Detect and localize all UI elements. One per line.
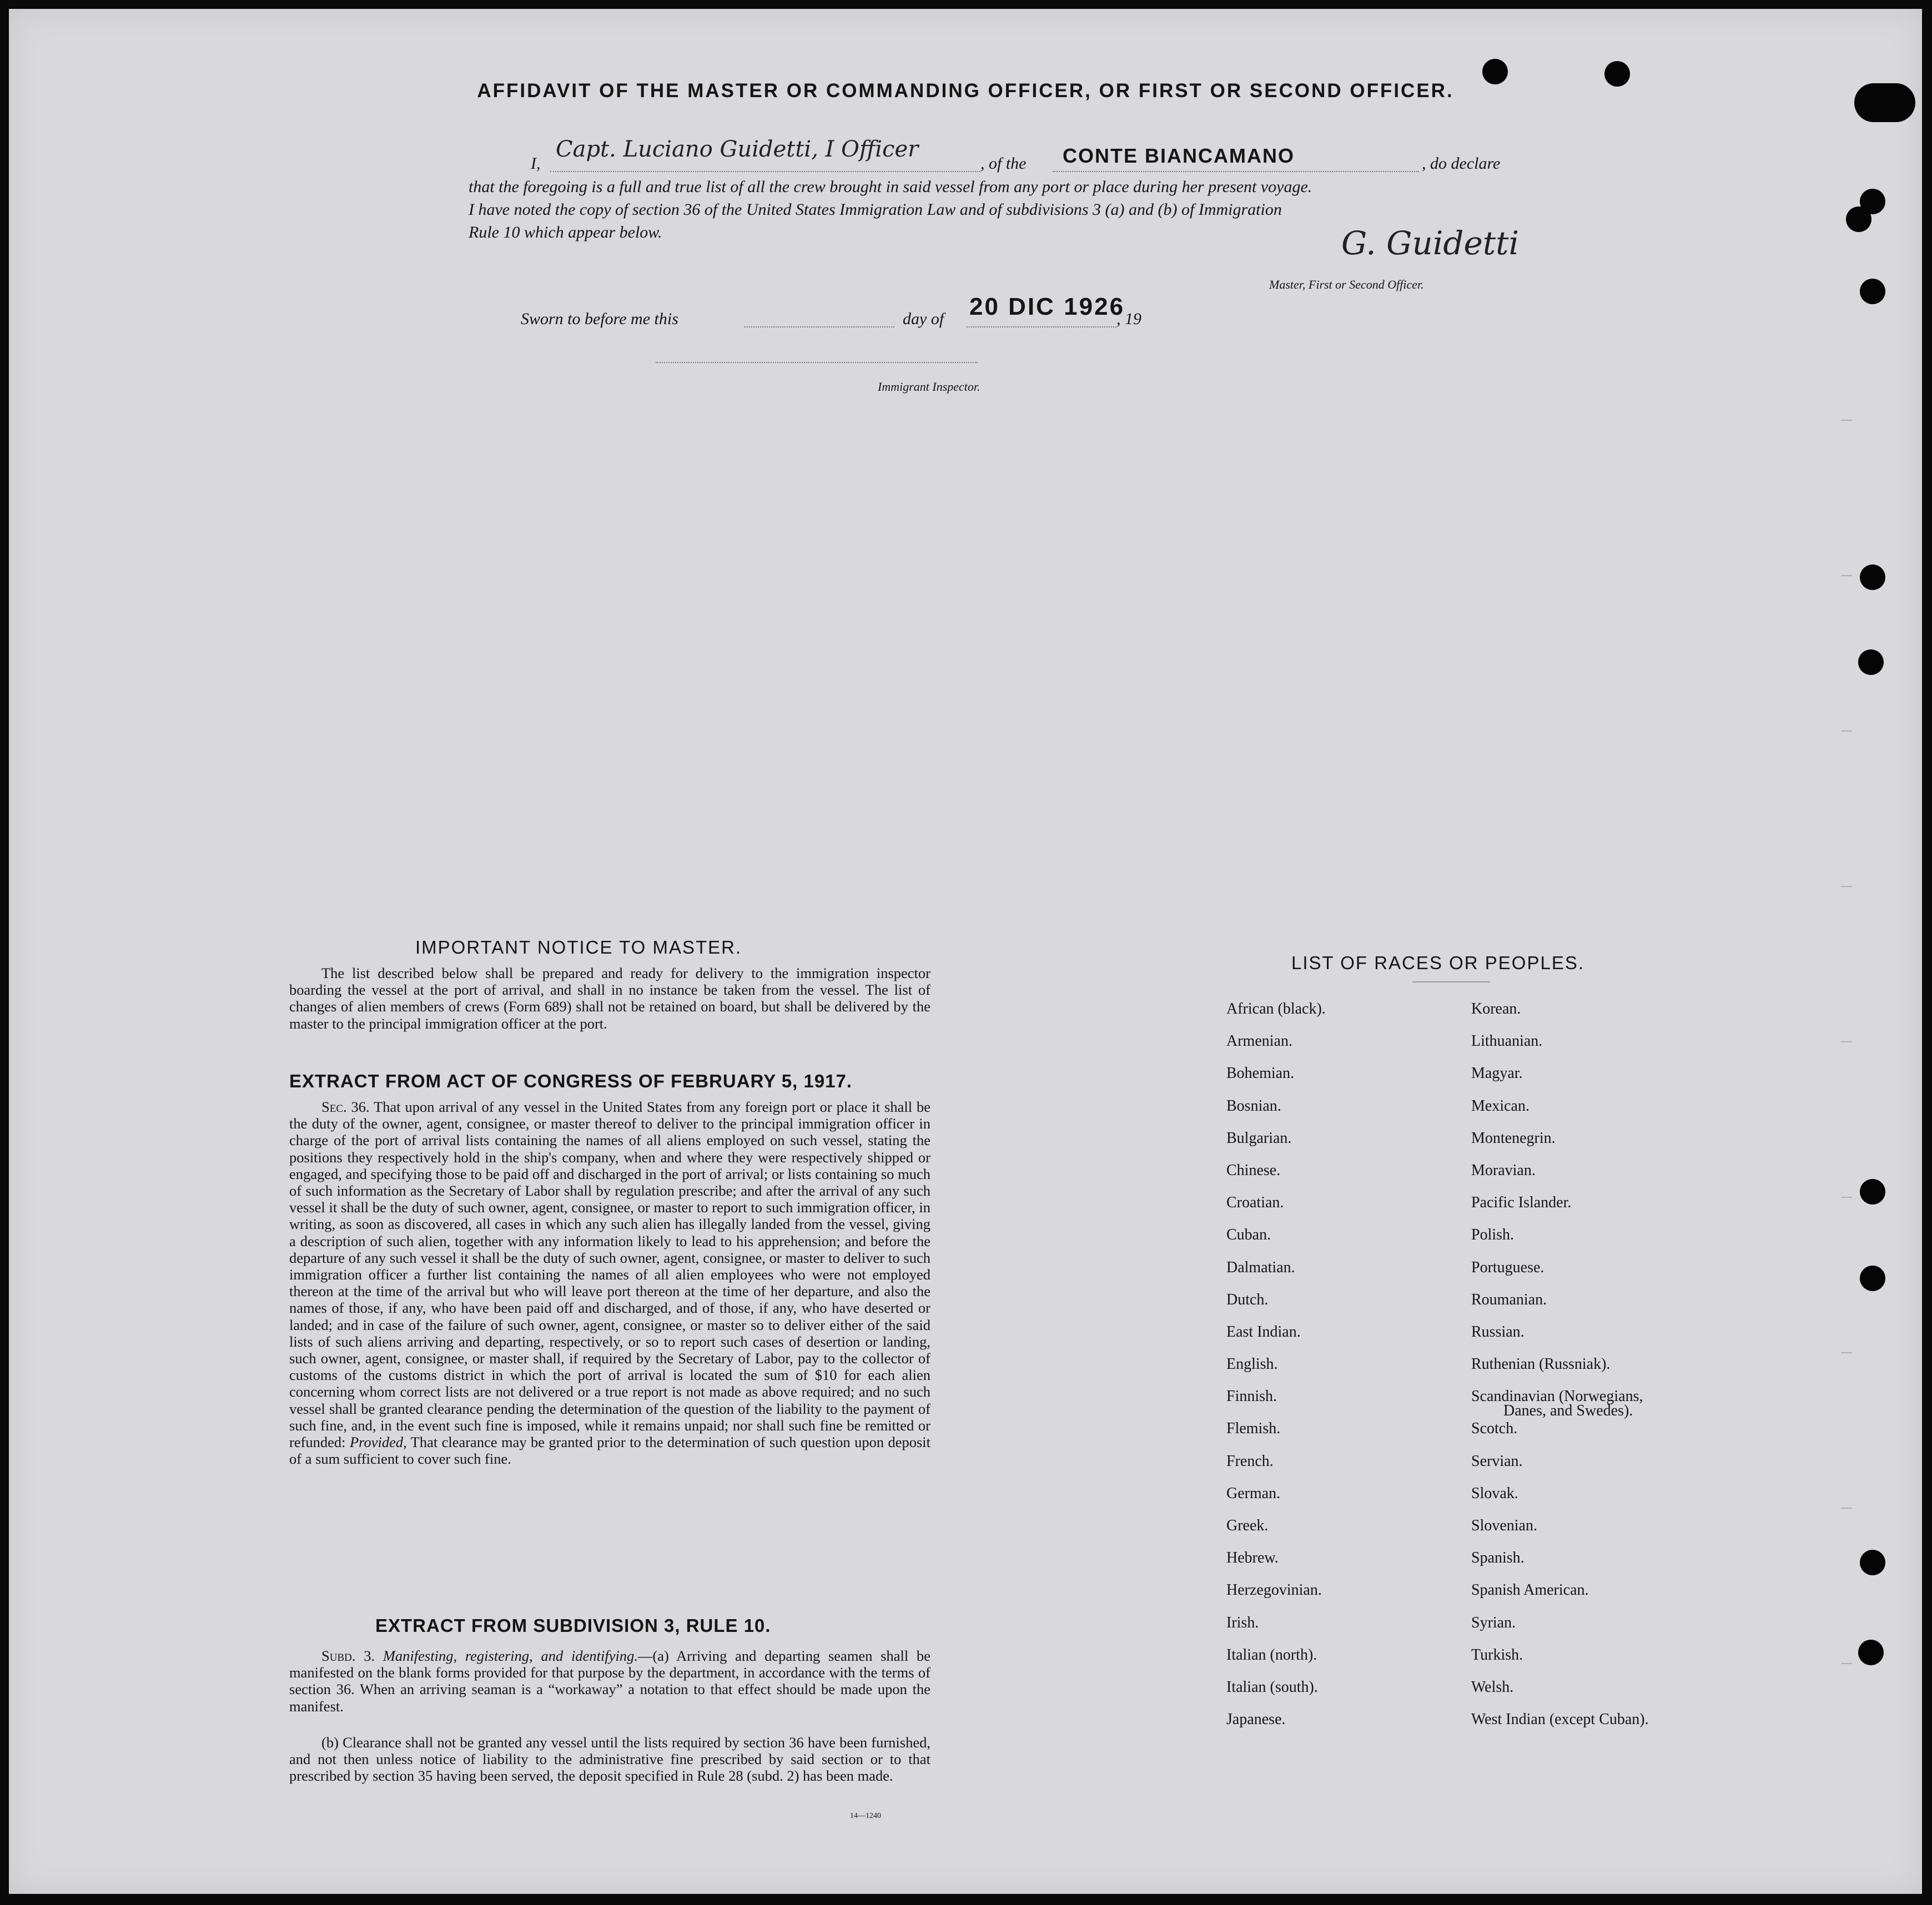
races-rule	[1412, 981, 1490, 982]
race-item: German.	[1226, 1484, 1281, 1502]
race-item: French.	[1226, 1452, 1274, 1470]
punch-hole	[1482, 59, 1508, 84]
punch-hole	[1604, 61, 1630, 87]
race-item: Montenegrin.	[1471, 1129, 1556, 1147]
handwritten-name: Capt. Luciano Guidetti, I Officer	[556, 137, 919, 162]
subd-heading: Manifesting, registering, and identifying.	[383, 1647, 638, 1664]
affidavit-title: AFFIDAVIT OF THE MASTER OR COMMANDING OFFICER, OR FIRST OR SECOND OFFICER.	[477, 80, 1454, 102]
punch-hole	[1860, 279, 1885, 304]
race-item: Pacific Islander.	[1471, 1194, 1572, 1212]
race-item: Greek.	[1226, 1517, 1269, 1534]
bleed-mark	[1841, 1663, 1852, 1664]
race-item: Hebrew.	[1226, 1549, 1279, 1567]
sworn-line	[744, 326, 894, 327]
race-item-scandinavian-cont: Danes, and Swedes).	[1503, 1402, 1633, 1420]
race-item: Japanese.	[1226, 1711, 1286, 1728]
provided-word: Provided,	[349, 1434, 407, 1451]
sworn-text: Sworn to before me this	[521, 310, 678, 328]
race-item: Irish.	[1226, 1614, 1259, 1631]
race-item: Herzegovinian.	[1226, 1581, 1322, 1599]
date-stamp: 20 DIC 1926	[969, 293, 1125, 320]
sec-label: Sec. 36.	[321, 1098, 370, 1115]
punch-hole	[1860, 1550, 1885, 1575]
race-item: Bulgarian.	[1226, 1129, 1292, 1147]
race-item: Italian (south).	[1226, 1678, 1318, 1696]
races-left-column	[1226, 1000, 1326, 1743]
race-item: Spanish.	[1471, 1549, 1525, 1567]
declaration-line-2: I have noted the copy of section 36 of the United States Immigration Law and of subdivisions 3 (a) and (b) of Immigration	[469, 200, 1282, 219]
race-item: Scotch.	[1471, 1420, 1518, 1438]
race-item: West Indian (except Cuban).	[1471, 1711, 1649, 1728]
do-declare-text: , do declare	[1422, 154, 1501, 173]
bleed-mark	[1841, 1508, 1852, 1509]
race-item: Bosnian.	[1226, 1097, 1281, 1115]
race-item: Syrian.	[1471, 1614, 1516, 1631]
race-item: Spanish American.	[1471, 1581, 1589, 1599]
race-item: Italian (north).	[1226, 1646, 1317, 1664]
form-number: 14—1240	[850, 1812, 881, 1820]
bleed-mark	[1841, 1041, 1852, 1042]
race-item: English.	[1226, 1355, 1278, 1373]
notice-title: IMPORTANT NOTICE TO MASTER.	[415, 937, 742, 957]
race-item: Dalmatian.	[1226, 1258, 1295, 1276]
race-item: Flemish.	[1226, 1420, 1281, 1438]
races-title: LIST OF RACES OR PEOPLES.	[1291, 953, 1585, 973]
notice-paragraph: The list described below shall be prepared and ready for delivery to the immigration inspector boarding the vessel at the port of arrival, and shall in no instance be taken from the vessel. The list of changes of alien members of crews (Form 689) shall not be retained on board, but shall be delivered by the master to the principal immigration officer at the port.	[289, 965, 930, 1032]
race-item: Moravian.	[1471, 1161, 1536, 1179]
extract-act-paragraph	[289, 1098, 930, 1467]
punch-hole	[1854, 83, 1915, 122]
race-item	[1471, 1388, 1649, 1420]
sec-36-text-end: That clearance may be granted prior to the determination of such question upon deposit of a sum sufficient to cover such fine.	[289, 1434, 931, 1468]
race-item: African (black).	[1226, 1000, 1326, 1017]
i-prefix: I,	[531, 154, 541, 173]
signature: G. Guidetti	[1341, 224, 1519, 262]
bleed-mark	[1841, 420, 1852, 421]
race-item: East Indian.	[1226, 1323, 1301, 1340]
race-item: Dutch.	[1226, 1291, 1269, 1308]
race-item: Turkish.	[1471, 1646, 1523, 1664]
race-item: Ruthenian (Russniak).	[1471, 1355, 1611, 1373]
bleed-mark	[1841, 1197, 1852, 1198]
declaration-line-3: Rule 10 which appear below.	[469, 223, 662, 241]
signature-caption: Master, First or Second Officer.	[1269, 278, 1424, 291]
inspector-line	[656, 362, 978, 363]
race-item: Polish.	[1471, 1226, 1515, 1244]
races-right-column	[1471, 1000, 1649, 1743]
race-item: Croatian.	[1226, 1194, 1284, 1212]
declaration-line-1: that the foregoing is a full and true list of all the crew brought in said vessel from any port or place during her present voyage.	[469, 178, 1312, 196]
race-item: Korean.	[1471, 1000, 1521, 1017]
race-item: Welsh.	[1471, 1678, 1514, 1696]
day-of-text: day of	[903, 310, 944, 328]
rule-para-b: (b) Clearance shall not be granted any vessel until the lists required by section 36 have been furnished, and not then unless notice of liability to the administrative fine prescribed by said section or to that prescribed by section 35 having been served, the deposit specified in Rule 28 (subd. 2) has been made.	[289, 1734, 930, 1785]
race-item: Magyar.	[1471, 1065, 1523, 1082]
inspector-caption: Immigrant Inspector.	[878, 380, 980, 394]
vessel-name: CONTE BIANCAMANO	[1063, 144, 1295, 167]
race-item: Mexican.	[1471, 1097, 1530, 1115]
race-item: Slovenian.	[1471, 1517, 1537, 1534]
extract-rule-title: EXTRACT FROM SUBDIVISION 3, RULE 10.	[375, 1615, 771, 1636]
punch-hole	[1846, 206, 1871, 232]
race-item: Portuguese.	[1471, 1258, 1544, 1276]
race-item: Bohemian.	[1226, 1065, 1295, 1082]
race-item: Chinese.	[1226, 1161, 1281, 1179]
sec-36-text: That upon arrival of any vessel in the United States from any foreign port or place it shall be the duty of the owner, agent, consignee, or master thereof to deliver to the principal immigration officer in charge of the port of arrival lists containing the names of all aliens employed on such vessel, stating the positions they respectively hold in the ship's company, when and where they were respectively shipped or engaged, and specifying those to be paid off and discharged in the port of arrival; or lists containing so much of such information as the Secretary of Labor shall by regulation prescribe; and after the arrival of any such vessel it shall be the duty of such owner, agent, consignee, or master to report to such immigration officer, in writing, as soon as discovered, all cases in which any such alien has illegally landed from the vessel, giving a description of such alien, together with any information likely to lead to his apprehension; and before the departure of any such vessel it shall be the duty of such owner, agent, consignee, or master to deliver to such immigration officer a further list containing the names of all alien employees who were not employed thereon at the time of the arrival but who will leave port thereon at the time of her departure, and also the names of those, if any, who have been paid off and discharged, and of those, if any, who have deserted or landed; and in case of the failure of such owner, agent, consignee, or master so to deliver either of the said lists of such aliens arriving and departing, respectively, or so to report such cases of desertion or landing, such owner, agent, consignee, or master shall, if required by the Secretary of Labor, pay to the collector of customs of the customs district in which the port of arrival is located the sum of $10 for each alien concerning whom correct lists are not delivered or a true report is not made as above required; and no such vessel shall be granted clearance pending the determination of the question of the liability to the payment of such fine, and, in the event such fine is imposed, while it remains unpaid; nor shall such fine be remitted or refunded:	[289, 1098, 930, 1451]
race-item-scandinavian: Scandinavian (Norwegians,	[1471, 1388, 1643, 1405]
vessel-line	[1053, 171, 1419, 172]
rule-para-a	[289, 1647, 930, 1715]
race-item: Lithuanian.	[1471, 1032, 1543, 1050]
document-page	[9, 9, 1922, 1894]
of-the-text: , of the	[980, 154, 1027, 173]
punch-hole	[1858, 1640, 1884, 1665]
race-item: Roumanian.	[1471, 1291, 1547, 1308]
race-item: Russian.	[1471, 1323, 1525, 1340]
race-item: Armenian.	[1226, 1032, 1292, 1050]
name-line	[550, 171, 980, 172]
race-item: Slovak.	[1471, 1484, 1518, 1502]
race-item: Servian.	[1471, 1452, 1523, 1470]
subd-a-text: —(a) Arriving and departing seamen shall be manifested on the blank forms provided for that purpose by the department, in accordance with the terms of section 36. When an arriving seaman is a “workaway” a notation to that effect should be made upon the manifest.	[289, 1647, 930, 1715]
date-line	[967, 326, 1116, 327]
race-item: Finnish.	[1226, 1388, 1277, 1405]
punch-hole	[1860, 1179, 1885, 1205]
year-suffix: , 19	[1116, 310, 1141, 328]
bleed-mark	[1841, 575, 1852, 576]
punch-hole	[1860, 565, 1885, 590]
punch-hole	[1858, 649, 1884, 675]
bleed-mark	[1841, 1352, 1852, 1353]
bleed-mark	[1841, 886, 1852, 887]
extract-act-title: EXTRACT FROM ACT OF CONGRESS OF FEBRUARY 5, 1917.	[289, 1071, 853, 1091]
race-item: Cuban.	[1226, 1226, 1271, 1244]
bleed-mark	[1841, 730, 1852, 732]
punch-hole	[1860, 1266, 1885, 1291]
subd-label: Subd. 3.	[321, 1647, 375, 1664]
